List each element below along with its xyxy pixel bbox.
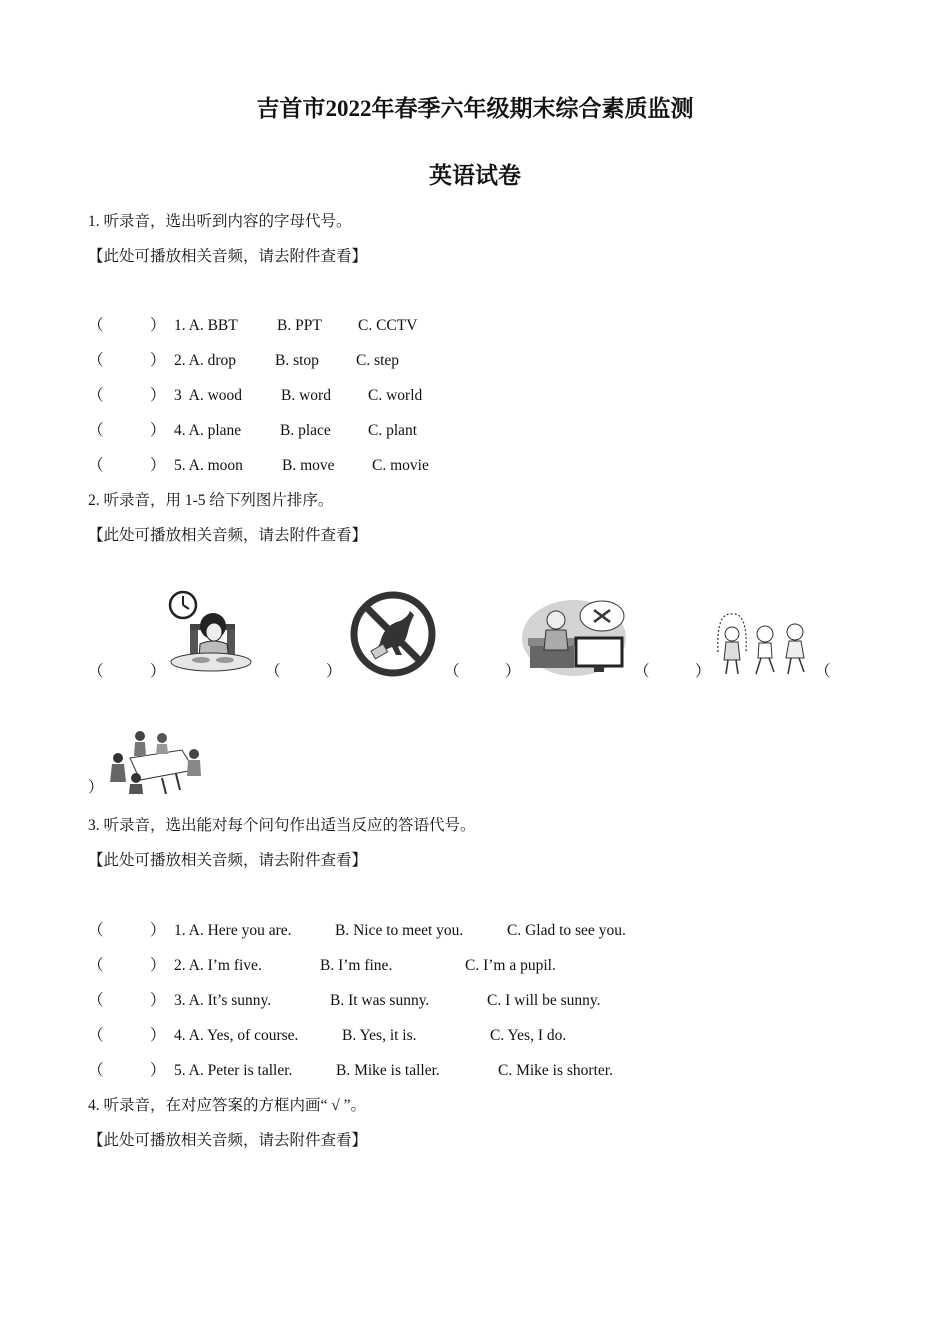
q1-paren-open: （ <box>88 422 104 439</box>
q3-paren-open: （ <box>88 992 104 1009</box>
q1-paren-close: ） <box>150 387 166 404</box>
q4-heading: 4. 听录音，在对应答案的方框内画“ √ ”。 <box>88 1097 367 1114</box>
girl-watching-tv-picture <box>522 598 630 678</box>
q3-item-4-b: B. Yes, it is. <box>342 1027 417 1044</box>
q3-item-1-a: 1. A. Here you are. <box>174 922 292 939</box>
q3-item-1-c: C. Glad to see you. <box>507 922 626 939</box>
q1-item-5-c: C. movie <box>372 457 429 474</box>
q1-item-1-b: B. PPT <box>277 317 322 334</box>
q2-paren-close: ） <box>326 663 342 680</box>
q1-paren-close: ） <box>150 317 166 334</box>
q3-paren-close: ） <box>150 1062 166 1079</box>
q3-item-4-c: C. Yes, I do. <box>490 1027 567 1044</box>
q3-item-5-b: B. Mike is taller. <box>336 1062 440 1079</box>
q3-item-2-b: B. I’m fine. <box>320 957 393 974</box>
q1-item-3-b: B. word <box>281 387 331 404</box>
kids-jump-rope-picture <box>712 612 812 680</box>
page-subtitle: 英语试卷 <box>429 163 521 188</box>
q4-audio-note: 【此处可播放相关音频，请去附件查看】 <box>88 1132 368 1149</box>
q1-item-2-c: C. step <box>356 352 400 369</box>
q3-item-3-a: 3. A. It’s sunny. <box>174 992 272 1009</box>
q2-audio-note: 【此处可播放相关音频，请去附件查看】 <box>88 527 368 544</box>
q3-paren-close: ） <box>150 992 166 1009</box>
q1-item-4-c: C. plant <box>368 422 418 439</box>
q3-audio-note: 【此处可播放相关音频，请去附件查看】 <box>88 852 368 869</box>
q1-paren-open: （ <box>88 387 104 404</box>
q2-paren-open: （ <box>265 663 281 680</box>
q3-paren-open: （ <box>88 957 104 974</box>
q3-item-3-b: B. It was sunny. <box>330 992 430 1009</box>
q3-item-4-a: 4. A. Yes, of course. <box>174 1027 299 1044</box>
q2-paren-close: ） <box>505 663 521 680</box>
q2-paren-open: （ <box>815 663 831 680</box>
q1-paren-open: （ <box>88 352 104 369</box>
no-kangaroo-picture <box>350 591 436 677</box>
q1-item-2-a: 2. A. drop <box>174 352 236 369</box>
q1-paren-open: （ <box>88 457 104 474</box>
q3-item-5-c: C. Mike is shorter. <box>498 1062 613 1079</box>
q2-paren-close: ） <box>695 663 711 680</box>
q1-item-4-b: B. place <box>280 422 331 439</box>
q3-paren-close: ） <box>150 1027 166 1044</box>
q1-heading: 1. 听录音，选出听到内容的字母代号。 <box>88 213 352 230</box>
q3-item-3-c: C. I will be sunny. <box>487 992 601 1009</box>
q1-paren-close: ） <box>150 352 166 369</box>
q3-paren-close: ） <box>150 922 166 939</box>
q3-item-5-a: 5. A. Peter is taller. <box>174 1062 293 1079</box>
q1-item-5-a: 5. A. moon <box>174 457 243 474</box>
q3-paren-open: （ <box>88 1062 104 1079</box>
q1-paren-open: （ <box>88 317 104 334</box>
q3-item-1-b: B. Nice to meet you. <box>335 922 464 939</box>
q3-paren-open: （ <box>88 922 104 939</box>
q1-item-1-c: C. CCTV <box>358 317 418 334</box>
q1-item-2-b: B. stop <box>275 352 319 369</box>
q2-paren-open: （ <box>444 663 460 680</box>
family-dinner-picture <box>100 728 206 794</box>
q1-item-4-a: 4. A. plane <box>174 422 242 439</box>
q2-paren-close: ） <box>88 779 104 796</box>
q2-paren-close: ） <box>150 663 166 680</box>
q1-item-3-a: 3 A. wood <box>174 387 243 404</box>
q2-heading: 2. 听录音，用 1-5 给下列图片排序。 <box>88 492 334 509</box>
q2-paren-open: （ <box>634 663 650 680</box>
q1-audio-note: 【此处可播放相关音频，请去附件查看】 <box>88 248 368 265</box>
q1-paren-close: ） <box>150 457 166 474</box>
q1-paren-close: ） <box>150 422 166 439</box>
q1-item-1-a: 1. A. BBT <box>174 317 238 334</box>
clock-eating-picture <box>165 588 257 680</box>
q1-item-5-b: B. move <box>282 457 335 474</box>
q1-item-3-c: C. world <box>368 387 423 404</box>
page-title: 吉首市2022年春季六年级期末综合素质监测 <box>256 96 694 121</box>
q2-paren-open: （ <box>88 663 104 680</box>
q3-item-2-c: C. I’m a pupil. <box>465 957 556 974</box>
q3-item-2-a: 2. A. I’m five. <box>174 957 262 974</box>
q3-heading: 3. 听录音，选出能对每个问句作出适当反应的答语代号。 <box>88 817 476 834</box>
q3-paren-close: ） <box>150 957 166 974</box>
q3-paren-open: （ <box>88 1027 104 1044</box>
